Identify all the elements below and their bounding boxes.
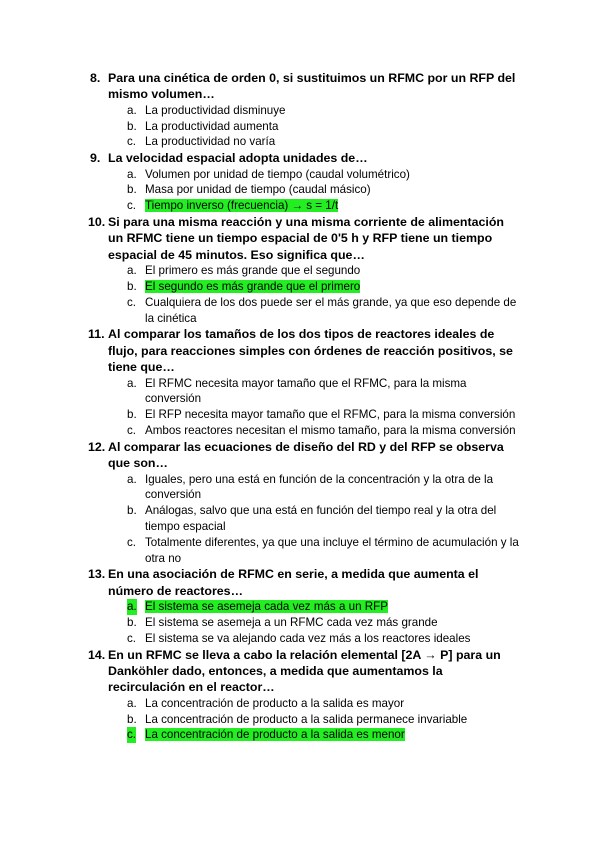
question-number: 14. xyxy=(88,647,106,662)
question-9 xyxy=(90,150,520,214)
option-letter: b. xyxy=(127,712,137,726)
option-c xyxy=(90,535,520,567)
option-letter: a. xyxy=(127,376,137,390)
option-text: La productividad no varía xyxy=(145,135,276,149)
option-c-correct xyxy=(90,727,520,743)
highlighted-answer: El segundo es más grande que el primero xyxy=(145,280,361,294)
question-text: En una asociación de RFMC en serie, a medida que aumenta el número de reactores… xyxy=(108,567,479,598)
option-letter: a. xyxy=(127,472,137,486)
option-c xyxy=(90,631,520,647)
option-c xyxy=(90,134,520,150)
question-11 xyxy=(90,326,520,438)
option-text: Iguales, pero una está en función de la concentración y la otra de la conversión xyxy=(145,472,494,502)
question-number: 8. xyxy=(90,71,101,85)
option-a xyxy=(90,167,520,183)
question-stem xyxy=(90,150,520,166)
option-text: El primero es más grande que el segundo xyxy=(145,264,361,278)
option-text: El RFMC necesita mayor tamaño que el RFMC, para la misma conversión xyxy=(145,376,467,406)
option-list xyxy=(90,696,520,743)
option-text: El RFP necesita mayor tamaño que el RFMC, para la misma conversión xyxy=(145,408,516,422)
option-letter: a. xyxy=(127,696,137,710)
option-letter: b. xyxy=(127,504,137,518)
question-13 xyxy=(90,566,520,646)
option-b xyxy=(90,503,520,535)
option-letter: c. xyxy=(127,135,137,149)
question-text: Al comparar los tamaños de los dos tipos de reactores ideales de flujo, para reacciones simples con órdenes de reacción positivos, se tiene que… xyxy=(108,327,513,375)
question-12 xyxy=(90,439,520,567)
option-letter: c. xyxy=(127,728,137,742)
option-list xyxy=(90,167,520,214)
option-letter: a. xyxy=(127,264,137,278)
option-list xyxy=(90,472,520,567)
option-letter: c. xyxy=(127,631,137,645)
option-letter: b. xyxy=(127,280,137,294)
option-text: La concentración de producto a la salida es mayor xyxy=(145,696,405,710)
option-letter: c. xyxy=(127,199,137,213)
option-a xyxy=(90,696,520,712)
option-letter: c. xyxy=(127,535,137,549)
question-stem xyxy=(90,439,520,472)
option-a xyxy=(90,263,520,279)
question-stem xyxy=(90,566,520,599)
option-b xyxy=(90,182,520,198)
highlighted-answer: La concentración de producto a la salida es menor xyxy=(145,728,405,742)
option-text: El sistema se va alejando cada vez más a los reactores ideales xyxy=(145,631,471,645)
option-text: El sistema se asemeja a un RFMC cada vez más grande xyxy=(145,616,438,630)
option-list xyxy=(90,599,520,646)
option-list xyxy=(90,376,520,439)
option-a xyxy=(90,103,520,119)
option-letter: a. xyxy=(127,167,137,181)
option-letter: b. xyxy=(127,408,137,422)
question-number: 13. xyxy=(88,567,106,582)
question-number: 10. xyxy=(88,215,106,229)
option-a-correct xyxy=(90,599,520,615)
question-stem xyxy=(90,326,520,375)
option-text: Análogas, salvo que una está en función del tiempo real y la otra del tiempo espacial xyxy=(145,504,497,534)
question-text: La velocidad espacial adopta unidades de… xyxy=(108,151,368,166)
option-list xyxy=(90,263,520,326)
option-text: Totalmente diferentes, ya que una incluye el término de acumulación y la otra no xyxy=(145,535,519,565)
option-c xyxy=(90,423,520,439)
highlighted-answer: El sistema se asemeja cada vez más a un RFP xyxy=(145,600,388,614)
option-text: Cualquiera de los dos puede ser el más grande, ya que eso depende de la cinética xyxy=(145,295,517,325)
option-b-correct xyxy=(90,279,520,295)
option-text: Volumen por unidad de tiempo (caudal volumétrico) xyxy=(145,167,410,181)
option-letter: b. xyxy=(127,616,137,630)
option-letter: c. xyxy=(127,295,137,309)
option-list xyxy=(90,103,520,150)
question-stem xyxy=(90,70,520,103)
option-c-correct xyxy=(90,198,520,214)
question-number: 11. xyxy=(88,327,105,342)
question-text: Para una cinética de orden 0, si sustituimos un RFMC por un RFP del mismo volumen… xyxy=(108,71,516,102)
question-number: 12. xyxy=(88,439,106,454)
option-c xyxy=(90,295,520,327)
question-text: En un RFMC se lleva a cabo la relación elemental [2A → P] para un Danköhler dado, entonces, a medida que aumentamos la recirculación en el reactor… xyxy=(108,647,501,695)
question-text: Al comparar las ecuaciones de diseño del RD y del RFP se observa que son… xyxy=(108,439,504,471)
question-stem xyxy=(90,214,520,263)
option-a xyxy=(90,376,520,408)
option-b xyxy=(90,712,520,728)
question-number: 9. xyxy=(90,151,101,166)
option-b xyxy=(90,119,520,135)
option-letter: c. xyxy=(127,424,137,438)
option-b xyxy=(90,407,520,423)
option-text: Ambos reactores necesitan el mismo tamaño, para la misma conversión xyxy=(145,424,516,438)
option-letter: a. xyxy=(127,600,137,614)
question-8 xyxy=(90,70,520,150)
question-stem xyxy=(90,647,520,696)
question-text: Si para una misma reacción y una misma corriente de alimentación un RFMC tiene un tiempo espacial de 0'5 h y RFP tiene un tiempo espacial de 45 minutos. Eso significa que… xyxy=(108,215,504,262)
option-b xyxy=(90,615,520,631)
option-text: La productividad aumenta xyxy=(145,119,279,133)
question-list xyxy=(90,70,520,743)
option-text: Masa por unidad de tiempo (caudal másico) xyxy=(145,183,371,197)
option-letter: b. xyxy=(127,119,137,133)
option-letter: a. xyxy=(127,103,137,117)
question-10 xyxy=(90,214,520,326)
option-text: La productividad disminuye xyxy=(145,103,286,117)
highlighted-answer: Tiempo inverso (frecuencia) → s = 1/t xyxy=(145,199,339,213)
option-a xyxy=(90,472,520,504)
question-14 xyxy=(90,647,520,744)
option-text: La concentración de producto a la salida permanece invariable xyxy=(145,712,468,726)
option-letter: b. xyxy=(127,183,137,197)
